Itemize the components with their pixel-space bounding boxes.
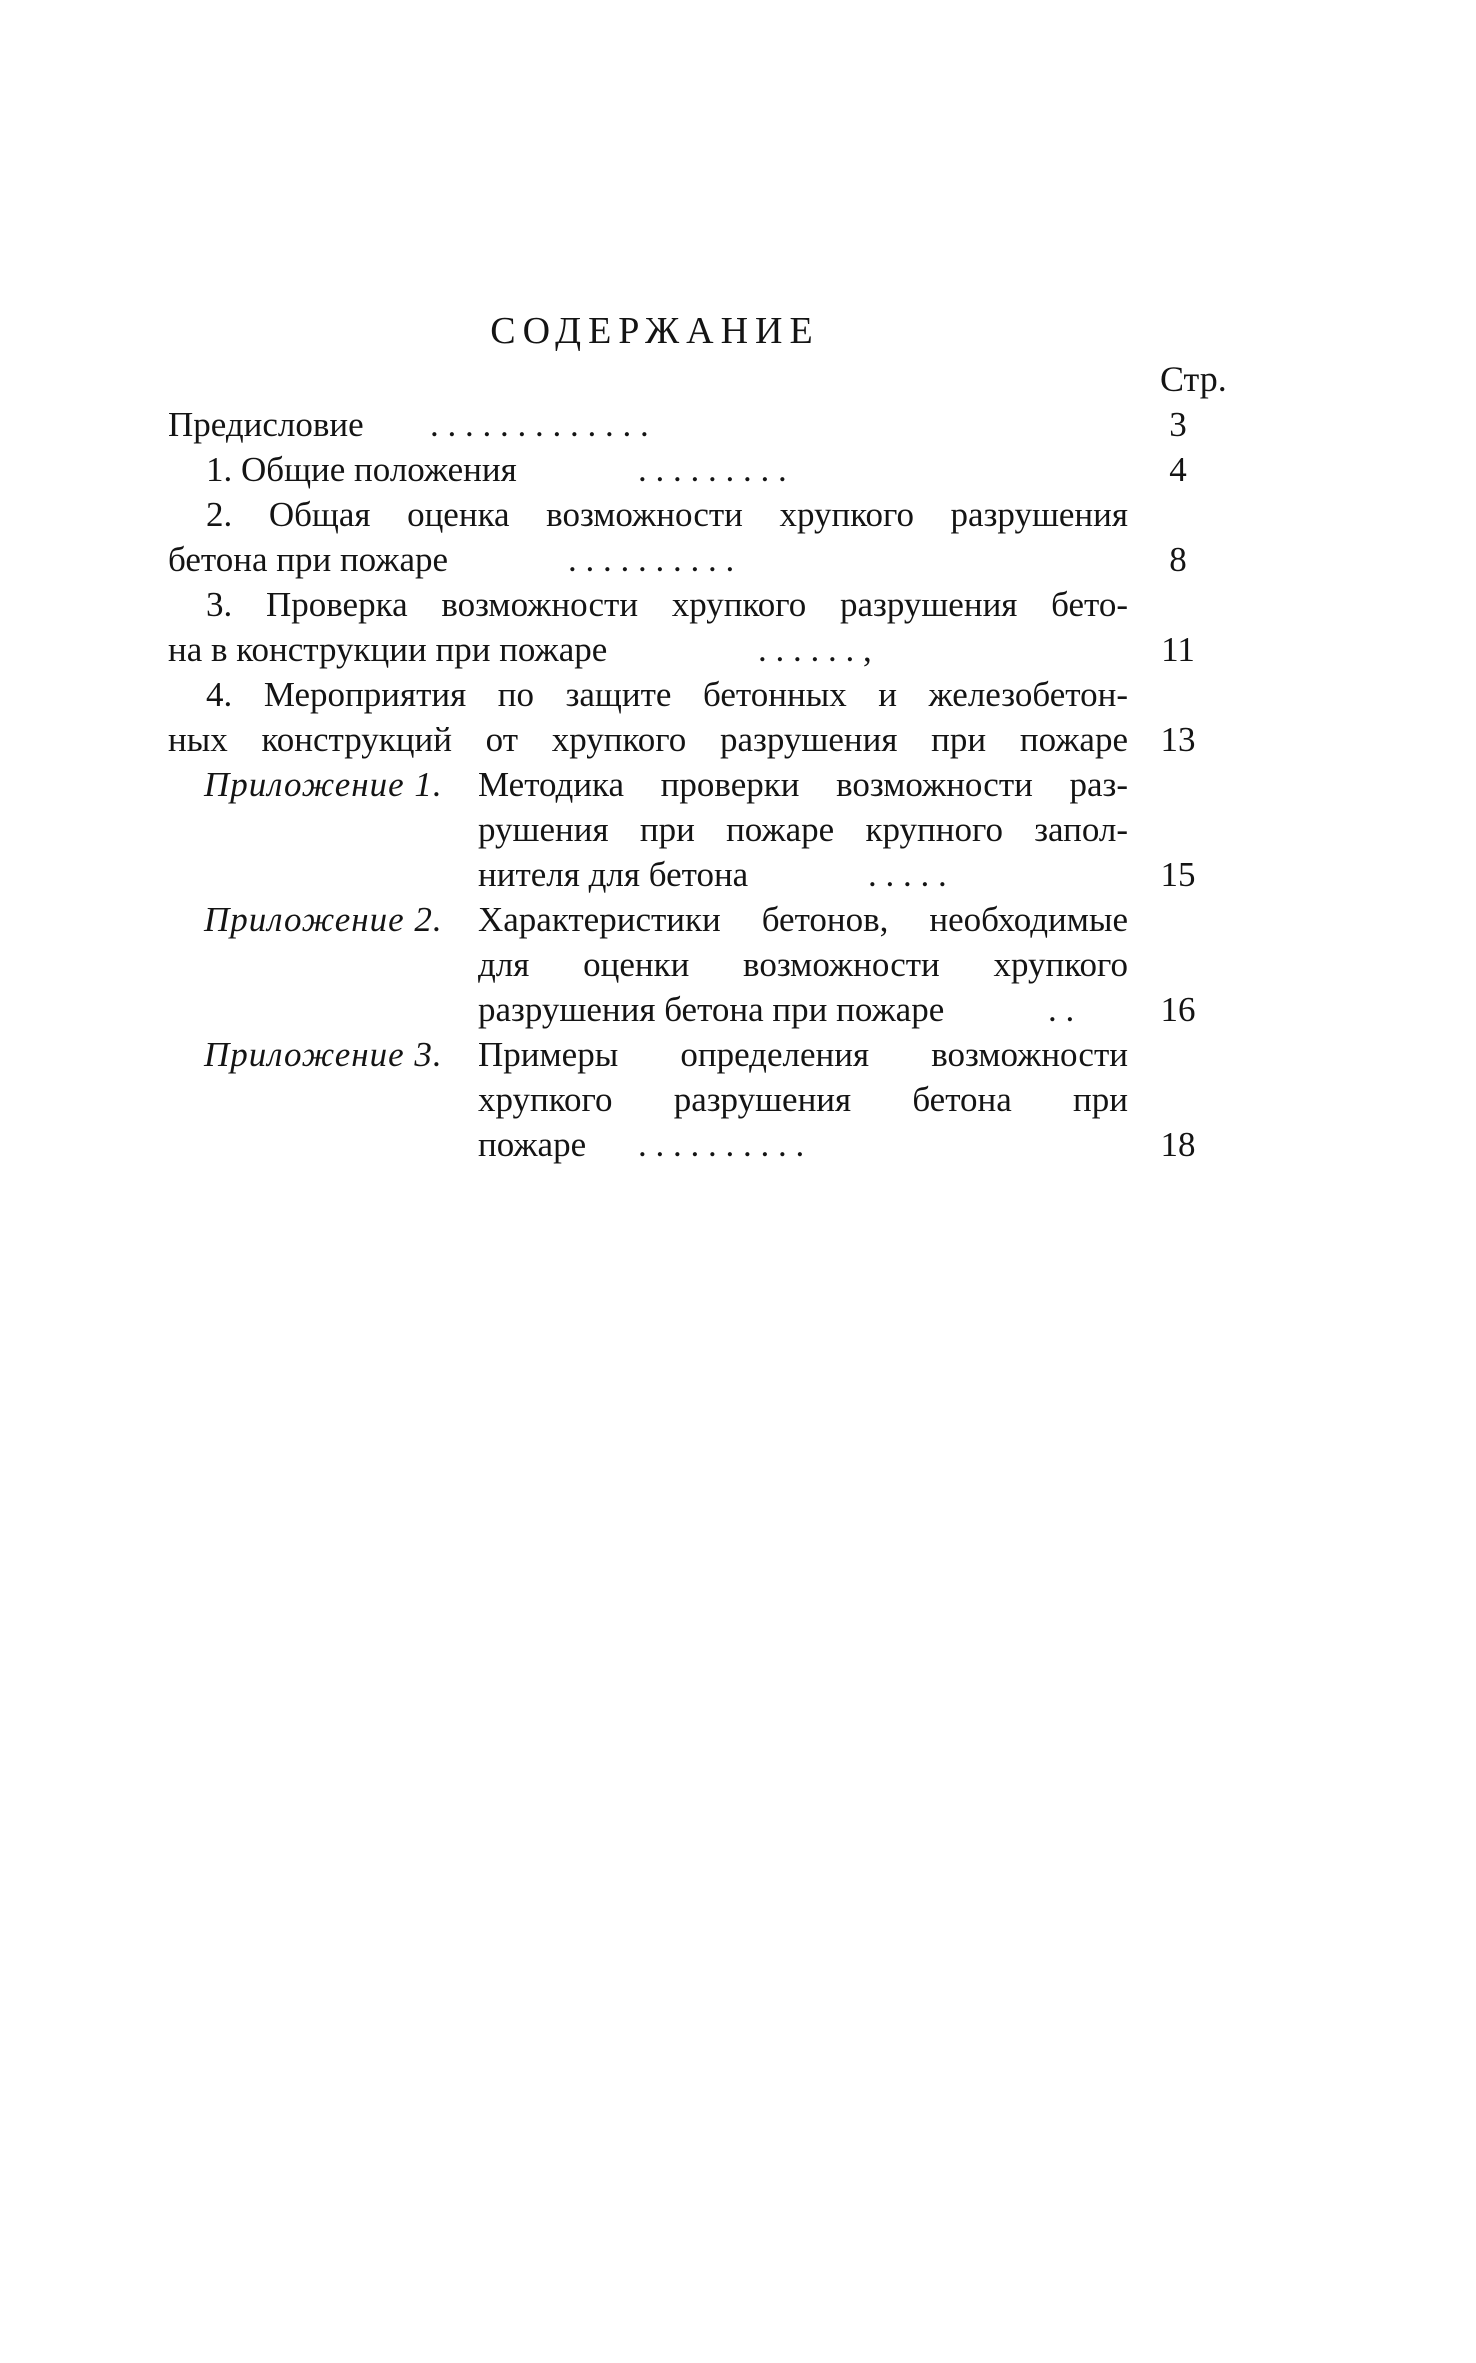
toc-entry-appendix-1-cont (168, 807, 1228, 852)
appendix-label: Приложение 3. (204, 1035, 443, 1074)
toc-entry-text: Методика проверки возможности раз- (478, 765, 1128, 804)
toc-entry-text: 1. Общие положения (206, 450, 517, 489)
leader-dots: . . . . . . . . . . (638, 1125, 805, 1164)
toc-entry-appendix-2-cont (168, 942, 1228, 987)
leader-dots: . . . . . . . . . (638, 450, 787, 489)
toc-entry-text: рушения при пожаре крупного запол- (478, 810, 1128, 849)
leader-dots: . . (1048, 990, 1075, 1029)
toc-entry-text: разрушения бетона при пожаре (478, 990, 945, 1029)
toc-entry-section-2 (168, 492, 1228, 537)
leader-dots: . . . . . . . . . . (568, 540, 735, 579)
toc-entry-text: хрупкого разрушения бетона при (478, 1080, 1128, 1119)
toc-entry-text: 2. Общая оценка возможности хрупкого разрушения (206, 495, 1128, 534)
toc-entry-appendix-1-end (168, 852, 1228, 897)
toc-entry-text: 4. Мероприятия по защите бетонных и железобетон- (206, 675, 1128, 714)
toc-entry-text: пожаре (478, 1125, 587, 1164)
appendix-label: Приложение 2. (204, 900, 443, 939)
page-number: 18 (1160, 1125, 1196, 1164)
page-number: 3 (1169, 405, 1187, 444)
page-number: 16 (1160, 990, 1196, 1029)
contents-heading: СОДЕРЖАНИЕ (490, 310, 820, 352)
page-number: 13 (1160, 720, 1196, 759)
toc-entry-text: для оценки возможности хрупкого (478, 945, 1128, 984)
toc-entry-text: Предисловие (168, 405, 364, 444)
leader-dots: . . . . . . , (758, 630, 872, 669)
leader-dots: . . . . . (868, 855, 947, 894)
page-number: 8 (1169, 540, 1187, 579)
toc-entry-text: бетона при пожаре (168, 540, 449, 579)
leader-dots: . . . . . . . . . . . . . (430, 405, 649, 444)
page-number: 15 (1160, 855, 1196, 894)
toc-entry-section-4 (168, 672, 1228, 717)
toc-entry-section-4-cont (168, 717, 1228, 762)
page-number: 11 (1161, 630, 1195, 669)
toc-entry-text: ных конструкций от хрупкого разрушения при пожаре (168, 720, 1128, 759)
toc-entry-appendix-1 (168, 762, 1228, 807)
toc-entry-section-1 (168, 447, 1228, 492)
toc-entry-appendix-3-end (168, 1122, 1228, 1167)
table-of-contents (168, 402, 1228, 1167)
toc-entry-text: на в конструкции при пожаре (168, 630, 608, 669)
toc-entry-section-3 (168, 582, 1228, 627)
toc-entry-text: Примеры определения возможности (478, 1035, 1128, 1074)
toc-entry-section-2-cont (168, 537, 1228, 582)
page-number: 4 (1169, 450, 1187, 489)
toc-entry-text: нителя для бетона (478, 855, 749, 894)
toc-entry-section-3-cont (168, 627, 1228, 672)
toc-entry-text: Характеристики бетонов, необходимые (478, 900, 1128, 939)
toc-entry-preface (168, 402, 1228, 447)
toc-entry-appendix-2-end (168, 987, 1228, 1032)
toc-entry-appendix-2 (168, 897, 1228, 942)
toc-entry-appendix-3 (168, 1032, 1228, 1077)
toc-entry-appendix-3-cont (168, 1077, 1228, 1122)
appendix-label: Приложение 1. (204, 765, 443, 804)
toc-entry-text: 3. Проверка возможности хрупкого разрушения бето- (206, 585, 1128, 624)
page-column-label: Стр. (1160, 359, 1227, 399)
